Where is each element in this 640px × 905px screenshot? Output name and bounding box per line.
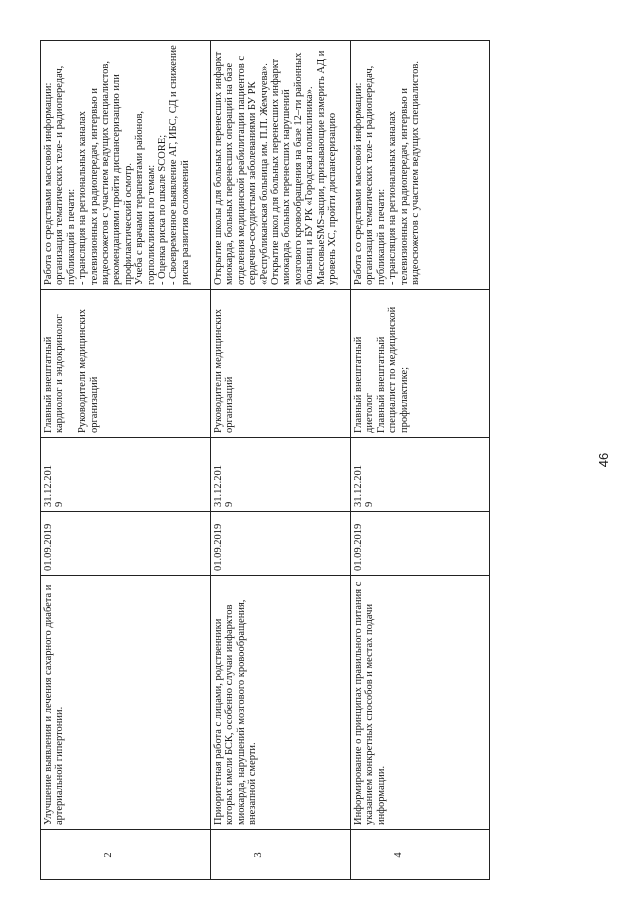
responsible-cell: Главный внештатный кардиолог и эндокринолог Руководители медицинских организаций [43,308,100,433]
responsible-cell: Главный внештатный диетолог Главный внештатный специалист по медицинской профилактике; [353,306,410,433]
end-date-cell: 31.12.201 9 [353,465,376,507]
start-date-cell: 01.09.2019 [353,523,364,571]
rotated-table-page [40,40,490,880]
start-date-cell: 01.09.2019 [213,523,224,571]
end-date-cell: 31.12.201 9 [213,465,236,507]
event-cell: Приоритетная работа с лицами, родственники которых имели БСК, особенно случаи инфарктов миокарда, нарушений мозгового кровообращения, внезапной смерти. [213,599,259,825]
start-date-cell: 01.09.2019 [43,523,54,571]
page-number: 46 [596,452,611,468]
event-cell: Улучшение выявления и лечения сахарного диабета и артериальной гипертонии. [43,584,66,825]
row-number: 3 [253,852,264,858]
actions-cell: Открытие школы для больных перенесших инфаркт миокарда, больных перенесших операций на базе отделения медицинской реабилитации пациентов с сердечно-сосудистыми заболеваниями БУ РК «Республиканская больница им. П.П. Жемчуева». Открытие школ для больных перенесших инфаркт миокарда, больных перенесших нарушений мозгового кровообращения на базе 12–ти районных больниц и БУ РК «Городская поликлиника». МассовыеSMS-акции, призывающие измерить АД и уровень ХС, пройти диспансеризацию [213,50,339,285]
table-border-bottom [489,40,490,880]
event-cell: Информирование о принципах правильного питания с указанием конкретных способов и местах подачи информации. [353,581,387,825]
responsible-cell: Руководители медицинских организаций [213,308,236,433]
actions-cell: Работа со средствами массовой информации: организация тематических теле- и радиопередач, публикаций в печати: - трансляция на региональных каналах телевизионных и радиопередач, интервью и видеосюжетов с участием ведущих специалистов, рекомендациями пройти диспансеризацию или профилактический осмотр. Учеба с врачами терапевтами районов, горполиклиники по темам: - Оценка риска по шкале SCORE; - Своевременное выявление АГ, ИБС, СД и снижение риска развития осложнений [43,45,191,285]
row-number: 4 [393,852,404,858]
row-number: 2 [103,852,114,858]
actions-cell: Работа со средствами массовой информации: организация тематических теле- и радиопередач, публикаций в печати: - трансляция на региональных каналах телевизионных и радиопередач, интервью и видеосюжетов с участием ведущих специалистов. [353,61,422,285]
end-date-cell: 31.12.201 9 [43,465,66,507]
